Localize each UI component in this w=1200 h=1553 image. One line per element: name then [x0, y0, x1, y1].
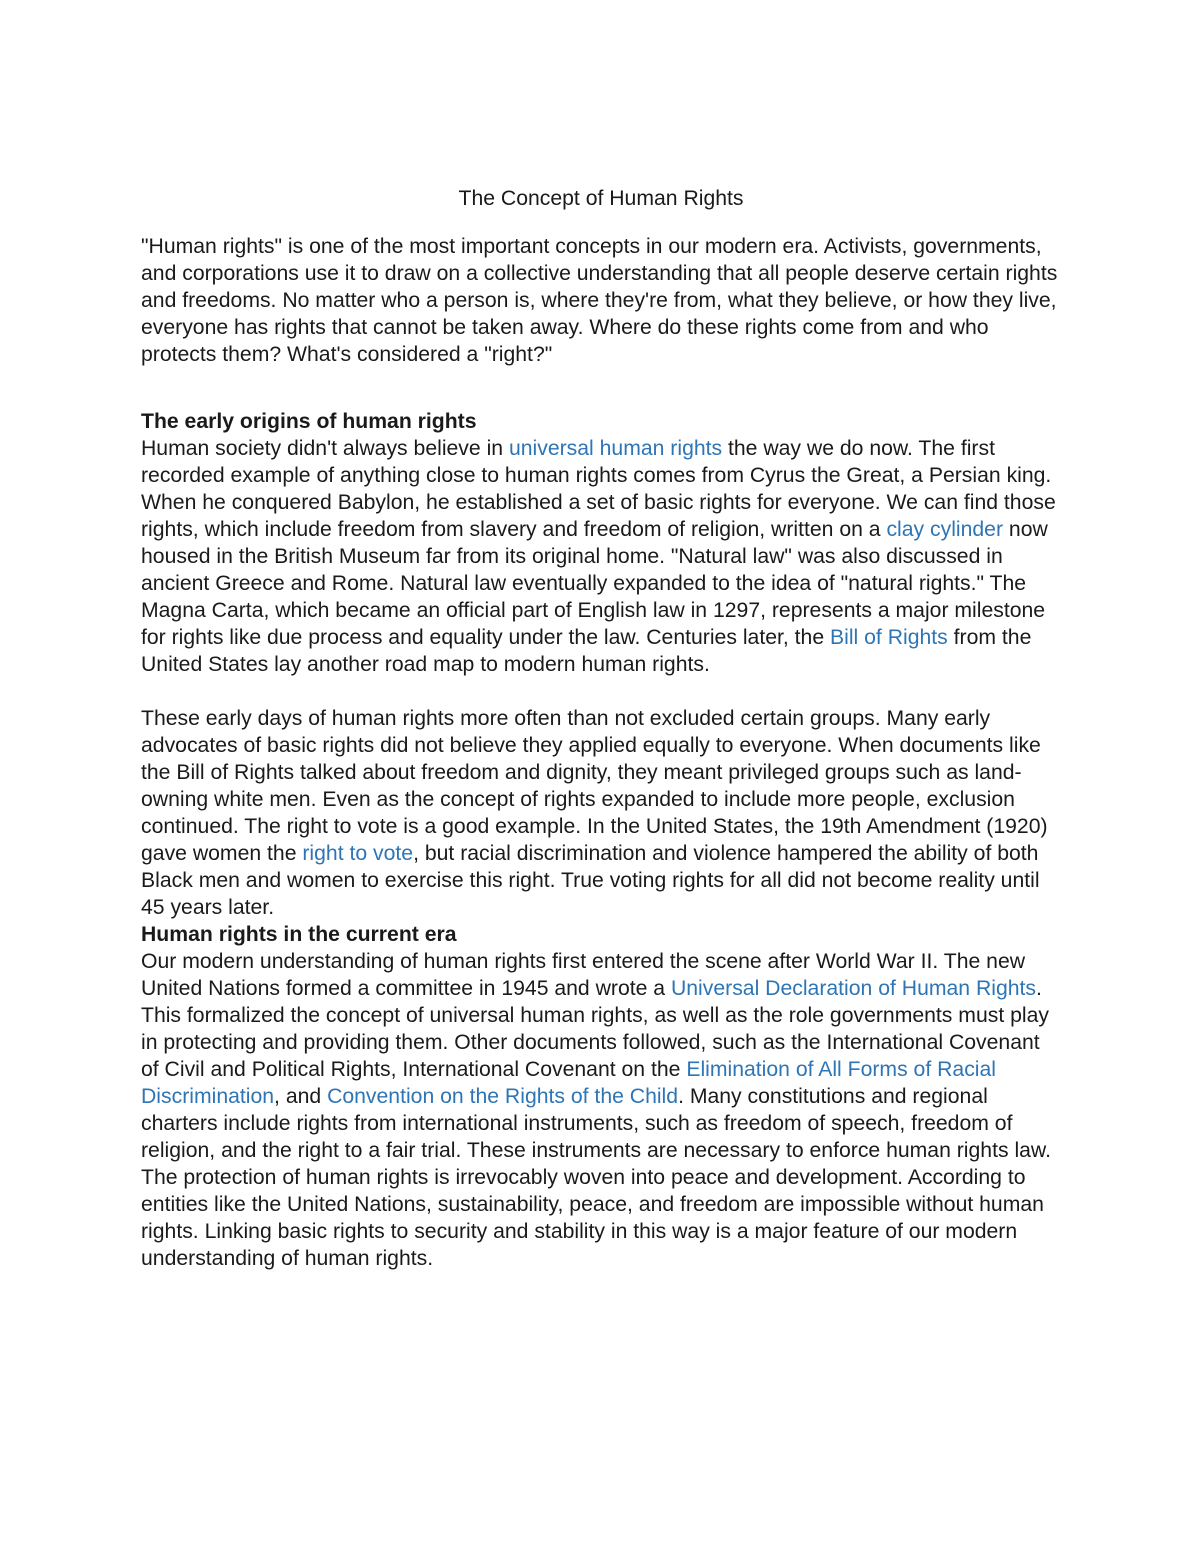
text-run: the way we do now. The first recorded example of anything close to human rights comes from Cyrus the Great, a Persian king. When he conquered Babylon, he established a set of basic rights for everyone. We can find those rights, which include freedom from slavery and freedom of religion, written on a — [141, 437, 1056, 541]
text-run: Human society didn't always believe in — [141, 437, 509, 460]
spacer — [141, 678, 1061, 705]
text-run: , but racial discrimination and violence hampered the ability of both Black men and women to exercise this right. True voting rights for all did not become reality until 45 years later. — [141, 842, 1040, 919]
text-run: . Many constitutions and regional charters include rights from international instruments, such as freedom of speech, freedom of religion, and the right to a fair trial. These instruments are necessary to enforce human rights law. — [141, 1085, 1051, 1162]
link-convention-rights-child[interactable]: Convention on the Rights of the Child — [327, 1085, 679, 1108]
link-universal-declaration[interactable]: Universal Declaration of Human Rights — [670, 977, 1037, 1000]
text-run: . This formalized the concept of universal human rights, as well as the role governments must play in protecting and providing them. Other documents followed, such as the International Covenant of Civil and Political Rights, International Covenant on the — [141, 977, 1049, 1081]
current-era-paragraph-2: The protection of human rights is irrevocably woven into peace and development. According to entities like the United Nations, sustainability, peace, and freedom are impossible without human rights. Linking basic rights to security and stability in this way is a major feature of our modern understanding of human rights. — [141, 1166, 1044, 1270]
document-page — [141, 184, 1061, 1272]
text-run: now housed in the British Museum far from its original home. "Natural law" was also discussed in ancient Greece and Rome. Natural law eventually expanded to the idea of "natural rights." The Magna Carta, which became an official part of English law in 1297, represents a major milestone for rights like due process and equality under the law. Centuries later, the — [141, 518, 1048, 649]
section-heading-early-origins: The early origins of human rights — [141, 410, 477, 433]
early-origins-paragraph-2 — [141, 705, 1061, 921]
text-run: from the United States lay another road map to modern human rights. — [141, 626, 1032, 676]
text-run: These early days of human rights more often than not excluded certain groups. Many early advocates of basic rights did not believe they applied equally to everyone. When documents like the Bill of Rights talked about freedom and dignity, they meant privileged groups such as land-owning white men. Even as the concept of rights expanded to include more people, exclusion continued. The right to vote is a good example. In the United States, the 19th Amendment (1920) gave women the — [141, 707, 1048, 865]
early-origins-paragraph-1 — [141, 435, 1061, 678]
link-right-to-vote[interactable]: right to vote — [302, 842, 414, 865]
spacer — [141, 368, 1061, 408]
intro-paragraph: "Human rights" is one of the most important concepts in our modern era. Activists, governments, and corporations use it to draw on a collective understanding that all people deserve certain rights and freedoms. No matter who a person is, where they're from, what they believe, or how they live, everyone has rights that cannot be taken away. Where do these rights come from and who protects them? What's considered a "right?" — [141, 235, 1058, 366]
link-universal-human-rights[interactable]: universal human rights — [508, 437, 723, 460]
document-title: The Concept of Human Rights — [458, 187, 744, 210]
section-heading-current-era: Human rights in the current era — [141, 923, 457, 946]
link-bill-of-rights[interactable]: Bill of Rights — [830, 626, 948, 649]
link-elimination-racial-discrimination[interactable]: Elimination of All Forms of Racial Discrimination — [141, 1058, 996, 1108]
link-clay-cylinder[interactable]: clay cylinder — [886, 518, 1004, 541]
text-run: Our modern understanding of human rights first entered the scene after World War II. The new United Nations formed a committee in 1945 and wrote a — [141, 950, 1026, 1000]
text-run: , and — [274, 1085, 328, 1108]
current-era-paragraph-1 — [141, 948, 1061, 1164]
